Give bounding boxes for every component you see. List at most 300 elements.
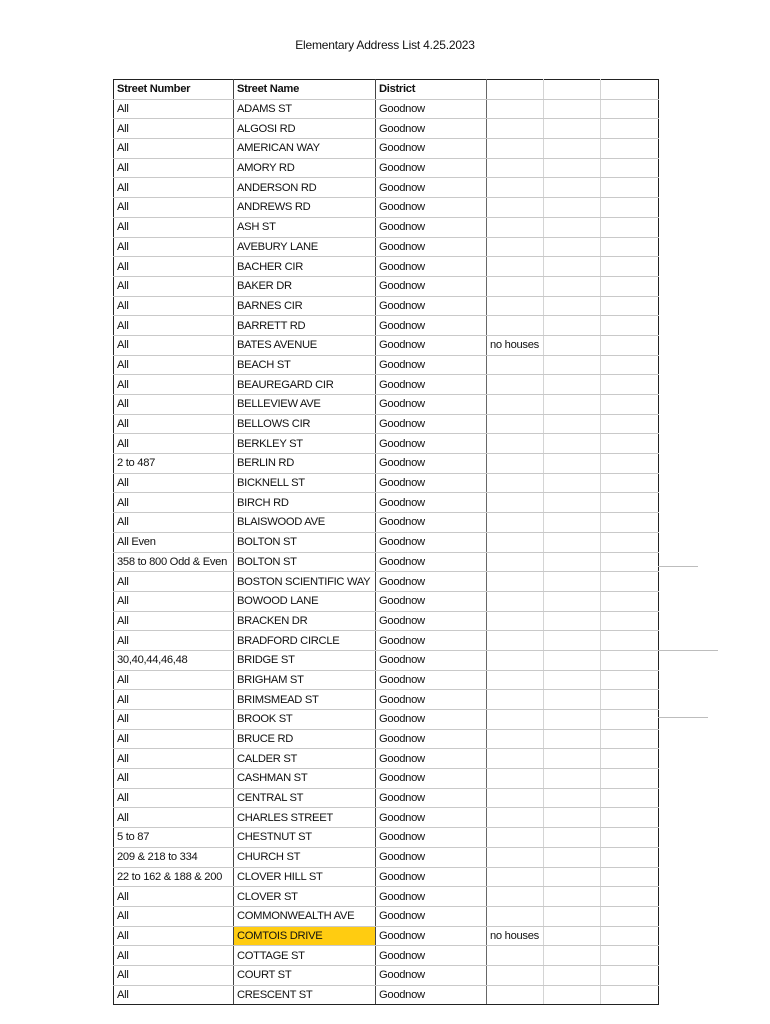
empty-cell xyxy=(601,591,659,611)
street-name-cell: BRIGHAM ST xyxy=(234,670,376,690)
district-cell: Goodnow xyxy=(376,631,487,651)
street-number-cell: All xyxy=(114,769,234,789)
note-cell xyxy=(487,473,544,493)
district-cell: Goodnow xyxy=(376,237,487,257)
note-cell xyxy=(487,710,544,730)
district-cell: Goodnow xyxy=(376,670,487,690)
note-cell xyxy=(487,650,544,670)
note-cell xyxy=(487,178,544,198)
district-cell: Goodnow xyxy=(376,710,487,730)
district-cell: Goodnow xyxy=(376,650,487,670)
empty-cell xyxy=(601,473,659,493)
note-cell xyxy=(487,237,544,257)
street-number-cell: All xyxy=(114,158,234,178)
note-cell xyxy=(487,139,544,159)
empty-cell xyxy=(601,631,659,651)
note-cell xyxy=(487,257,544,277)
district-cell: Goodnow xyxy=(376,532,487,552)
street-number-cell: All xyxy=(114,414,234,434)
note-cell xyxy=(487,99,544,119)
district-cell: Goodnow xyxy=(376,316,487,336)
table-row xyxy=(114,965,659,985)
street-number-cell: All xyxy=(114,631,234,651)
empty-cell xyxy=(544,414,601,434)
street-number-cell: 22 to 162 & 188 & 200 xyxy=(114,867,234,887)
table-row xyxy=(114,867,659,887)
district-cell: Goodnow xyxy=(376,808,487,828)
empty-cell xyxy=(601,710,659,730)
empty-cell xyxy=(601,178,659,198)
district-cell: Goodnow xyxy=(376,591,487,611)
street-name-cell: COTTAGE ST xyxy=(234,946,376,966)
note-cell xyxy=(487,454,544,474)
empty-cell xyxy=(544,316,601,336)
empty-cell xyxy=(601,532,659,552)
street-name-cell: BRADFORD CIRCLE xyxy=(234,631,376,651)
street-number-cell: All xyxy=(114,690,234,710)
empty-cell xyxy=(601,513,659,533)
empty-cell xyxy=(544,591,601,611)
empty-cell xyxy=(544,158,601,178)
note-cell xyxy=(487,434,544,454)
street-number-cell: All xyxy=(114,395,234,415)
street-name-cell: COURT ST xyxy=(234,965,376,985)
street-number-cell: All xyxy=(114,473,234,493)
table-row xyxy=(114,788,659,808)
street-number-cell: 5 to 87 xyxy=(114,828,234,848)
empty-cell xyxy=(601,119,659,139)
street-name-cell: BOLTON ST xyxy=(234,532,376,552)
street-number-cell: All xyxy=(114,296,234,316)
district-cell: Goodnow xyxy=(376,749,487,769)
empty-cell xyxy=(601,552,659,572)
district-cell: Goodnow xyxy=(376,847,487,867)
table-row xyxy=(114,434,659,454)
note-cell xyxy=(487,808,544,828)
street-name-cell: BATES AVENUE xyxy=(234,335,376,355)
street-number-cell: All xyxy=(114,316,234,336)
empty-cell xyxy=(544,178,601,198)
street-number-cell: All xyxy=(114,434,234,454)
note-cell xyxy=(487,296,544,316)
empty-cell xyxy=(601,946,659,966)
empty-cell xyxy=(544,710,601,730)
street-name-cell: BEAUREGARD CIR xyxy=(234,375,376,395)
empty-cell xyxy=(544,985,601,1005)
district-cell: Goodnow xyxy=(376,788,487,808)
note-cell xyxy=(487,985,544,1005)
street-name-cell: CHARLES STREET xyxy=(234,808,376,828)
street-number-cell: All xyxy=(114,375,234,395)
table-row xyxy=(114,119,659,139)
empty-cell xyxy=(544,729,601,749)
address-table-container xyxy=(113,79,658,1001)
empty-cell xyxy=(601,965,659,985)
table-row xyxy=(114,493,659,513)
empty-cell xyxy=(601,572,659,592)
empty-cell xyxy=(544,454,601,474)
empty-cell xyxy=(601,375,659,395)
street-name-cell: ASH ST xyxy=(234,217,376,237)
table-row xyxy=(114,454,659,474)
district-cell: Goodnow xyxy=(376,434,487,454)
note-cell: no houses xyxy=(487,335,544,355)
table-row xyxy=(114,296,659,316)
table-row xyxy=(114,552,659,572)
street-name-cell: CENTRAL ST xyxy=(234,788,376,808)
district-cell: Goodnow xyxy=(376,769,487,789)
street-name-cell: BERKLEY ST xyxy=(234,434,376,454)
district-cell: Goodnow xyxy=(376,454,487,474)
street-name-cell: BOLTON ST xyxy=(234,552,376,572)
empty-cell xyxy=(601,158,659,178)
empty-cell xyxy=(544,552,601,572)
empty-cell xyxy=(544,965,601,985)
table-row xyxy=(114,99,659,119)
street-number-cell: All xyxy=(114,985,234,1005)
header-empty-col-6 xyxy=(601,80,659,100)
street-number-cell: All xyxy=(114,178,234,198)
empty-cell xyxy=(544,237,601,257)
note-cell xyxy=(487,828,544,848)
empty-cell xyxy=(601,729,659,749)
table-row xyxy=(114,631,659,651)
district-cell: Goodnow xyxy=(376,513,487,533)
street-name-cell: BERLIN RD xyxy=(234,454,376,474)
empty-cell xyxy=(601,139,659,159)
empty-cell xyxy=(601,650,659,670)
empty-cell xyxy=(601,335,659,355)
note-cell xyxy=(487,631,544,651)
street-number-cell: All xyxy=(114,335,234,355)
empty-cell xyxy=(544,99,601,119)
table-row xyxy=(114,217,659,237)
empty-cell xyxy=(544,473,601,493)
empty-cell xyxy=(601,198,659,218)
note-cell xyxy=(487,375,544,395)
street-name-cell: COMTOIS DRIVE xyxy=(234,926,376,946)
note-cell xyxy=(487,119,544,139)
table-row xyxy=(114,395,659,415)
note-cell xyxy=(487,493,544,513)
street-name-cell: BARNES CIR xyxy=(234,296,376,316)
empty-cell xyxy=(544,769,601,789)
note-cell xyxy=(487,395,544,415)
table-row xyxy=(114,906,659,926)
street-name-cell: CRESCENT ST xyxy=(234,985,376,1005)
street-number-cell: All xyxy=(114,217,234,237)
note-cell xyxy=(487,769,544,789)
street-number-cell: All xyxy=(114,572,234,592)
empty-cell xyxy=(544,296,601,316)
district-cell: Goodnow xyxy=(376,217,487,237)
note-cell xyxy=(487,670,544,690)
district-cell: Goodnow xyxy=(376,414,487,434)
street-number-cell: All xyxy=(114,99,234,119)
empty-cell xyxy=(544,611,601,631)
street-number-cell: 209 & 218 to 334 xyxy=(114,847,234,867)
district-cell: Goodnow xyxy=(376,335,487,355)
street-number-cell: All xyxy=(114,670,234,690)
document-title: Elementary Address List 4.25.2023 xyxy=(295,38,475,52)
empty-cell xyxy=(601,257,659,277)
district-cell: Goodnow xyxy=(376,276,487,296)
table-row xyxy=(114,710,659,730)
note-cell xyxy=(487,414,544,434)
street-name-cell: ADAMS ST xyxy=(234,99,376,119)
street-name-cell: BROOK ST xyxy=(234,710,376,730)
street-number-cell: All xyxy=(114,198,234,218)
note-cell xyxy=(487,847,544,867)
street-number-cell: All xyxy=(114,591,234,611)
district-cell: Goodnow xyxy=(376,99,487,119)
empty-cell xyxy=(601,296,659,316)
district-cell: Goodnow xyxy=(376,375,487,395)
district-cell: Goodnow xyxy=(376,493,487,513)
table-row xyxy=(114,572,659,592)
table-row xyxy=(114,690,659,710)
district-cell: Goodnow xyxy=(376,139,487,159)
street-name-cell: ALGOSI RD xyxy=(234,119,376,139)
street-name-cell: CALDER ST xyxy=(234,749,376,769)
empty-cell xyxy=(601,887,659,907)
table-row xyxy=(114,414,659,434)
empty-cell xyxy=(544,946,601,966)
street-name-cell: BICKNELL ST xyxy=(234,473,376,493)
street-name-cell: BOSTON SCIENTIFIC WAY xyxy=(234,572,376,592)
note-cell xyxy=(487,355,544,375)
table-row xyxy=(114,532,659,552)
empty-cell xyxy=(544,395,601,415)
empty-cell xyxy=(544,906,601,926)
table-header-row xyxy=(114,80,659,100)
street-number-cell: All xyxy=(114,965,234,985)
note-cell xyxy=(487,749,544,769)
street-number-cell: All xyxy=(114,276,234,296)
empty-cell xyxy=(601,316,659,336)
street-number-cell: 2 to 487 xyxy=(114,454,234,474)
street-name-cell: BELLOWS CIR xyxy=(234,414,376,434)
empty-cell xyxy=(544,139,601,159)
district-cell: Goodnow xyxy=(376,119,487,139)
street-name-cell: CASHMAN ST xyxy=(234,769,376,789)
street-number-cell: 358 to 800 Odd & Even xyxy=(114,552,234,572)
district-cell: Goodnow xyxy=(376,985,487,1005)
table-row xyxy=(114,178,659,198)
street-number-cell: All xyxy=(114,926,234,946)
note-cell xyxy=(487,788,544,808)
street-number-cell: All xyxy=(114,237,234,257)
empty-cell xyxy=(544,532,601,552)
empty-cell xyxy=(601,926,659,946)
table-row xyxy=(114,611,659,631)
note-cell xyxy=(487,316,544,336)
street-name-cell: CHESTNUT ST xyxy=(234,828,376,848)
street-number-cell: All xyxy=(114,355,234,375)
empty-cell xyxy=(544,828,601,848)
empty-cell xyxy=(601,847,659,867)
empty-cell xyxy=(544,434,601,454)
district-cell: Goodnow xyxy=(376,257,487,277)
street-name-cell: COMMONWEALTH AVE xyxy=(234,906,376,926)
table-row xyxy=(114,316,659,336)
empty-cell xyxy=(601,749,659,769)
empty-cell xyxy=(544,493,601,513)
district-cell: Goodnow xyxy=(376,965,487,985)
empty-cell xyxy=(544,119,601,139)
note-cell xyxy=(487,965,544,985)
note-cell xyxy=(487,887,544,907)
empty-cell xyxy=(601,493,659,513)
empty-cell xyxy=(601,690,659,710)
street-number-cell: All xyxy=(114,906,234,926)
empty-cell xyxy=(544,867,601,887)
street-name-cell: BRACKEN DR xyxy=(234,611,376,631)
empty-cell xyxy=(544,513,601,533)
street-name-cell: AMERICAN WAY xyxy=(234,139,376,159)
empty-cell xyxy=(544,670,601,690)
empty-cell xyxy=(601,99,659,119)
district-cell: Goodnow xyxy=(376,552,487,572)
street-name-cell: CLOVER ST xyxy=(234,887,376,907)
district-cell: Goodnow xyxy=(376,887,487,907)
stray-gridline xyxy=(658,717,708,718)
header-street-number: Street Number xyxy=(114,80,234,100)
table-row xyxy=(114,198,659,218)
empty-cell xyxy=(544,631,601,651)
empty-cell xyxy=(544,335,601,355)
street-name-cell: BLAISWOOD AVE xyxy=(234,513,376,533)
empty-cell xyxy=(544,257,601,277)
street-number-cell: All Even xyxy=(114,532,234,552)
table-row xyxy=(114,335,659,355)
header-empty-col-5 xyxy=(544,80,601,100)
table-row xyxy=(114,985,659,1005)
empty-cell xyxy=(601,454,659,474)
table-row xyxy=(114,237,659,257)
empty-cell xyxy=(544,808,601,828)
empty-cell xyxy=(601,985,659,1005)
street-number-cell: All xyxy=(114,808,234,828)
street-number-cell: All xyxy=(114,257,234,277)
empty-cell xyxy=(544,749,601,769)
empty-cell xyxy=(544,572,601,592)
empty-cell xyxy=(544,375,601,395)
empty-cell xyxy=(601,434,659,454)
street-number-cell: All xyxy=(114,749,234,769)
empty-cell xyxy=(601,217,659,237)
empty-cell xyxy=(544,690,601,710)
district-cell: Goodnow xyxy=(376,926,487,946)
table-row xyxy=(114,139,659,159)
note-cell xyxy=(487,276,544,296)
empty-cell xyxy=(544,355,601,375)
street-name-cell: ANDERSON RD xyxy=(234,178,376,198)
empty-cell xyxy=(601,611,659,631)
street-name-cell: BRIDGE ST xyxy=(234,650,376,670)
table-row xyxy=(114,847,659,867)
district-cell: Goodnow xyxy=(376,473,487,493)
table-row xyxy=(114,828,659,848)
empty-cell xyxy=(601,769,659,789)
header-empty-col-4 xyxy=(487,80,544,100)
district-cell: Goodnow xyxy=(376,198,487,218)
table-row xyxy=(114,926,659,946)
note-cell xyxy=(487,946,544,966)
street-number-cell: All xyxy=(114,513,234,533)
note-cell xyxy=(487,158,544,178)
empty-cell xyxy=(601,414,659,434)
note-cell xyxy=(487,217,544,237)
empty-cell xyxy=(544,788,601,808)
street-name-cell: BOWOOD LANE xyxy=(234,591,376,611)
table-row xyxy=(114,808,659,828)
note-cell: no houses xyxy=(487,926,544,946)
note-cell xyxy=(487,867,544,887)
street-number-cell: All xyxy=(114,119,234,139)
address-table-body xyxy=(114,80,659,1005)
table-row xyxy=(114,670,659,690)
street-name-cell: BACHER CIR xyxy=(234,257,376,277)
street-name-cell: CLOVER HILL ST xyxy=(234,867,376,887)
table-row xyxy=(114,729,659,749)
empty-cell xyxy=(601,788,659,808)
street-number-cell: All xyxy=(114,946,234,966)
street-number-cell: All xyxy=(114,788,234,808)
stray-gridline xyxy=(658,650,718,651)
empty-cell xyxy=(601,276,659,296)
note-cell xyxy=(487,906,544,926)
empty-cell xyxy=(544,276,601,296)
table-row xyxy=(114,158,659,178)
note-cell xyxy=(487,513,544,533)
district-cell: Goodnow xyxy=(376,296,487,316)
empty-cell xyxy=(544,198,601,218)
table-row xyxy=(114,513,659,533)
street-name-cell: BRIMSMEAD ST xyxy=(234,690,376,710)
district-cell: Goodnow xyxy=(376,355,487,375)
street-number-cell: All xyxy=(114,887,234,907)
table-row xyxy=(114,375,659,395)
empty-cell xyxy=(544,887,601,907)
street-name-cell: BARRETT RD xyxy=(234,316,376,336)
note-cell xyxy=(487,198,544,218)
empty-cell xyxy=(544,217,601,237)
empty-cell xyxy=(601,670,659,690)
empty-cell xyxy=(601,828,659,848)
empty-cell xyxy=(601,867,659,887)
empty-cell xyxy=(544,650,601,670)
street-name-cell: BIRCH RD xyxy=(234,493,376,513)
empty-cell xyxy=(601,237,659,257)
table-row xyxy=(114,355,659,375)
district-cell: Goodnow xyxy=(376,729,487,749)
note-cell xyxy=(487,532,544,552)
street-name-cell: BEACH ST xyxy=(234,355,376,375)
empty-cell xyxy=(544,926,601,946)
district-cell: Goodnow xyxy=(376,572,487,592)
street-number-cell: All xyxy=(114,139,234,159)
table-row xyxy=(114,257,659,277)
table-row xyxy=(114,749,659,769)
street-name-cell: BAKER DR xyxy=(234,276,376,296)
address-table xyxy=(113,79,659,1005)
street-name-cell: AMORY RD xyxy=(234,158,376,178)
street-number-cell: All xyxy=(114,611,234,631)
street-name-cell: BELLEVIEW AVE xyxy=(234,395,376,415)
district-cell: Goodnow xyxy=(376,158,487,178)
note-cell xyxy=(487,690,544,710)
